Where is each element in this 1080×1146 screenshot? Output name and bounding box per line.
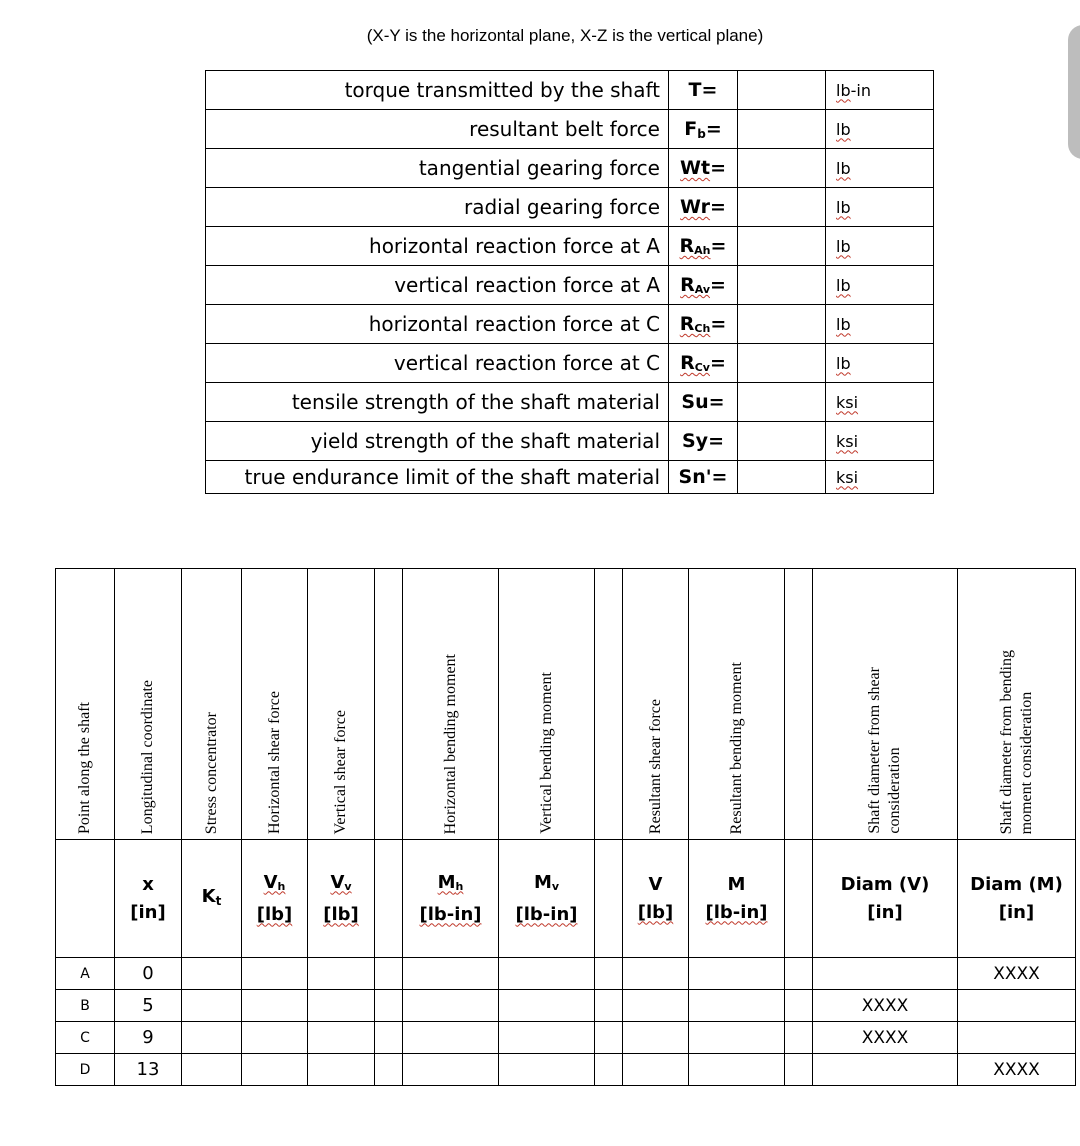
given-row-rcv: [206, 344, 934, 383]
given-row-rah: [206, 227, 934, 266]
given-symbol: Su=: [669, 383, 738, 422]
header-stress: Stress concentrator: [182, 569, 242, 840]
mh-cell[interactable]: [403, 1022, 499, 1054]
given-value-cell[interactable]: [738, 344, 826, 383]
given-value-cell[interactable]: [738, 149, 826, 188]
v-cell[interactable]: [623, 958, 689, 990]
given-row-belt-force: [206, 110, 934, 149]
given-unit: lb: [826, 344, 934, 383]
units-row: [56, 840, 1076, 958]
given-unit: ksi: [826, 461, 934, 494]
header-point: Point along the shaft: [56, 569, 115, 840]
x-value: 0: [115, 958, 182, 990]
unit-mv: Mv [lb-in]: [499, 840, 595, 958]
given-desc: yield strength of the shaft material: [206, 422, 669, 461]
spacer-cell: [595, 840, 623, 958]
given-values-table: [205, 70, 934, 494]
unit-diam-v: Diam (V) [in]: [813, 840, 958, 958]
diam-v-cell[interactable]: [813, 1054, 958, 1086]
kt-cell[interactable]: [182, 1054, 242, 1086]
given-symbol: T=: [669, 71, 738, 110]
v-cell[interactable]: [623, 1054, 689, 1086]
given-symbol: RAh=: [669, 227, 738, 266]
given-value-cell[interactable]: [738, 461, 826, 494]
mv-cell[interactable]: [499, 1054, 595, 1086]
header-vmoment: Vertical bending moment: [499, 569, 595, 840]
given-symbol: $F_b=$: [669, 110, 738, 149]
vh-cell[interactable]: [242, 958, 308, 990]
given-symbol: Sy=: [669, 422, 738, 461]
unit-m: M [lb-in]: [689, 840, 785, 958]
header-vshear: Vertical shear force: [308, 569, 375, 840]
shaft-analysis-table: [55, 568, 1076, 1086]
given-unit: lb: [826, 305, 934, 344]
unit-kt: $K_t$: [182, 840, 242, 958]
mh-cell[interactable]: [403, 1054, 499, 1086]
given-row-radial-force: [206, 188, 934, 227]
given-desc: tangential gearing force: [206, 149, 669, 188]
spacer-cell: [595, 1022, 623, 1054]
mv-cell[interactable]: [499, 958, 595, 990]
diam-m-cell[interactable]: XXXX: [958, 958, 1076, 990]
point-label: C: [56, 1022, 115, 1054]
vh-cell[interactable]: [242, 1054, 308, 1086]
given-unit: ksi: [826, 383, 934, 422]
given-desc: tensile strength of the shaft material: [206, 383, 669, 422]
mh-cell[interactable]: [403, 990, 499, 1022]
given-row-rch: [206, 305, 934, 344]
unit-vh: Vh [lb]: [242, 840, 308, 958]
given-value-cell[interactable]: [738, 227, 826, 266]
v-cell[interactable]: [623, 1022, 689, 1054]
unit-v: V [lb]: [623, 840, 689, 958]
given-desc: torque transmitted by the shaft: [206, 71, 669, 110]
table-row: [56, 958, 1076, 990]
vv-cell[interactable]: [308, 958, 375, 990]
mv-cell[interactable]: [499, 990, 595, 1022]
given-row-tangential-force: [206, 149, 934, 188]
diam-v-cell[interactable]: [813, 958, 958, 990]
spacer-cell: [595, 569, 623, 840]
given-symbol: Sn'=: [669, 461, 738, 494]
given-desc: true endurance limit of the shaft material: [206, 461, 669, 494]
unit-mh: Mh [lb-in]: [403, 840, 499, 958]
mv-cell[interactable]: [499, 1022, 595, 1054]
diam-v-cell[interactable]: XXXX: [813, 990, 958, 1022]
given-unit: lb-in: [826, 71, 934, 110]
kt-cell[interactable]: [182, 990, 242, 1022]
diam-m-cell[interactable]: [958, 990, 1076, 1022]
given-desc: radial gearing force: [206, 188, 669, 227]
table-row: [56, 1054, 1076, 1086]
given-desc: horizontal reaction force at C: [206, 305, 669, 344]
kt-cell[interactable]: [182, 958, 242, 990]
given-value-cell[interactable]: [738, 383, 826, 422]
unit-x: x [in]: [115, 840, 182, 958]
given-row-rav: [206, 266, 934, 305]
unit-vv: Vv [lb]: [308, 840, 375, 958]
given-unit: lb: [826, 149, 934, 188]
m-cell[interactable]: [689, 958, 785, 990]
given-symbol: RCh=: [669, 305, 738, 344]
point-label: D: [56, 1054, 115, 1086]
header-diam-v: Shaft diameter from shear consideration: [813, 569, 958, 840]
given-unit: lb: [826, 188, 934, 227]
header-diam-m: Shaft diameter from bending moment consideration: [958, 569, 1076, 840]
header-hmoment: Horizontal bending moment: [403, 569, 499, 840]
given-unit: lb: [826, 110, 934, 149]
scroll-tab-handle[interactable]: [1068, 25, 1080, 159]
given-row-torque: [206, 71, 934, 110]
diam-v-cell[interactable]: XXXX: [813, 1022, 958, 1054]
vh-cell[interactable]: [242, 990, 308, 1022]
spacer-cell: [785, 990, 813, 1022]
diam-m-cell[interactable]: XXXX: [958, 1054, 1076, 1086]
given-value-cell[interactable]: [738, 266, 826, 305]
vv-cell[interactable]: [308, 1022, 375, 1054]
kt-cell[interactable]: [182, 1022, 242, 1054]
x-value: 9: [115, 1022, 182, 1054]
given-value-cell[interactable]: [738, 305, 826, 344]
given-value-cell[interactable]: [738, 110, 826, 149]
x-value: 5: [115, 990, 182, 1022]
given-value-cell[interactable]: [738, 422, 826, 461]
x-value: 13: [115, 1054, 182, 1086]
given-desc: vertical reaction force at C: [206, 344, 669, 383]
given-symbol: Wt=: [669, 149, 738, 188]
m-cell[interactable]: [689, 990, 785, 1022]
spacer-cell: [595, 1054, 623, 1086]
spacer-cell: [785, 1022, 813, 1054]
header-row: [56, 569, 1076, 840]
spacer-cell: [595, 990, 623, 1022]
given-value-cell[interactable]: [738, 188, 826, 227]
diam-m-cell[interactable]: [958, 1022, 1076, 1054]
given-row-su: [206, 383, 934, 422]
spacer-cell: [785, 840, 813, 958]
mh-cell[interactable]: [403, 958, 499, 990]
given-unit: lb: [826, 227, 934, 266]
vh-cell[interactable]: [242, 1022, 308, 1054]
header-rmoment: Resultant bending moment: [689, 569, 785, 840]
m-cell[interactable]: [689, 1022, 785, 1054]
given-unit: lb: [826, 266, 934, 305]
spacer-cell: [375, 990, 403, 1022]
given-symbol: Wr=: [669, 188, 738, 227]
spacer-cell: [785, 1054, 813, 1086]
spacer-cell: [375, 840, 403, 958]
plane-caption: (X-Y is the horizontal plane, X-Z is the vertical plane): [366, 26, 764, 45]
given-value-cell[interactable]: [738, 71, 826, 110]
given-desc: vertical reaction force at A: [206, 266, 669, 305]
spacer-cell: [375, 958, 403, 990]
point-label: B: [56, 990, 115, 1022]
vv-cell[interactable]: [308, 990, 375, 1022]
v-cell[interactable]: [623, 990, 689, 1022]
point-label: A: [56, 958, 115, 990]
header-coord: Longitudinal coordinate: [115, 569, 182, 840]
m-cell[interactable]: [689, 1054, 785, 1086]
spacer-cell: [785, 569, 813, 840]
given-row-sy: [206, 422, 934, 461]
given-row-sn: [206, 461, 934, 494]
spacer-cell: [375, 1054, 403, 1086]
spacer-cell: [375, 569, 403, 840]
given-desc: resultant belt force: [206, 110, 669, 149]
table-row: [56, 1022, 1076, 1054]
header-hshear: Horizontal shear force: [242, 569, 308, 840]
spacer-cell: [595, 958, 623, 990]
given-symbol: RCv=: [669, 344, 738, 383]
spacer-cell: [375, 1022, 403, 1054]
given-unit: ksi: [826, 422, 934, 461]
given-desc: horizontal reaction force at A: [206, 227, 669, 266]
vv-cell[interactable]: [308, 1054, 375, 1086]
unit-point: [56, 840, 115, 958]
given-symbol: RAv=: [669, 266, 738, 305]
spacer-cell: [785, 958, 813, 990]
header-rshear: Resultant shear force: [623, 569, 689, 840]
unit-diam-m: Diam (M) [in]: [958, 840, 1076, 958]
table-row: [56, 990, 1076, 1022]
